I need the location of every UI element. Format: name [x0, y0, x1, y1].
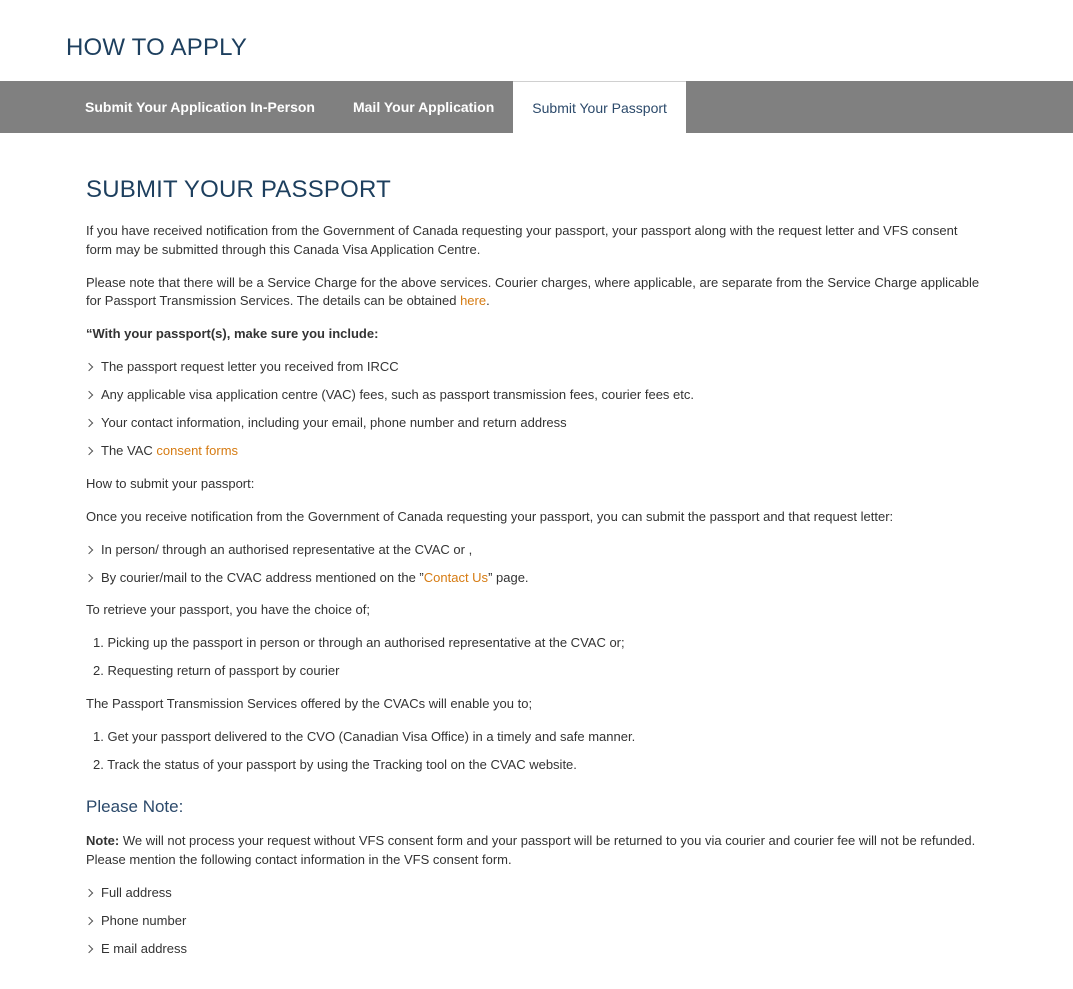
service-charge-end: . [486, 293, 490, 308]
list-item: Your contact information, including your email, phone number and return address [86, 414, 986, 433]
details-here-link[interactable]: here [460, 293, 487, 308]
service-charge-text: Please note that there will be a Service Charge for the above services. Courier charges, where applicable, are separate from the Service Charge applicable for Passport Transmission Services. The details can be obtained [86, 274, 980, 308]
note-text: We will not process your request without VFS consent form and your passport will be returned to you via courier and courier fee will not be refunded. Please mention the following contact information in the VFS consent form. [86, 833, 976, 867]
tab-mail-application[interactable]: Mail Your Application [352, 99, 495, 115]
list-item: 1. Get your passport delivered to the CVO (Canadian Visa Office) in a timely and safe manner. [93, 728, 636, 744]
submit-methods-list [86, 541, 986, 588]
list-item: In person/ through an authorised representative at the CVAC or , [86, 541, 986, 560]
note-paragraph [86, 832, 986, 869]
list-item: 1. Picking up the passport in person or through an authorised representative at the CVAC or; [93, 635, 625, 650]
include-list [86, 358, 986, 461]
pts-heading: The Passport Transmission Services offered by the CVACs will enable you to; [86, 695, 533, 711]
tab-bar [0, 81, 1073, 133]
chevron-right-icon [85, 447, 93, 455]
list-item: The VAC consent forms [86, 442, 986, 461]
chevron-right-icon [85, 545, 93, 553]
note-label: Note: [86, 833, 120, 848]
retrieve-heading: To retrieve your passport, you have the choice of; [86, 602, 370, 617]
section-title: SUBMIT YOUR PASSPORT [86, 176, 391, 203]
tab-submit-passport[interactable]: Submit Your Passport [513, 81, 686, 133]
tab-submit-in-person[interactable]: Submit Your Application In-Person [85, 99, 315, 115]
list-item: Phone number [86, 912, 986, 931]
list-item: E mail address [86, 940, 986, 959]
chevron-right-icon [85, 573, 93, 581]
chevron-right-icon [85, 944, 93, 952]
chevron-right-icon [85, 419, 93, 427]
chevron-right-icon [85, 363, 93, 371]
how-to-intro: Once you receive notification from the Government of Canada requesting your passport, you can submit the passport and that request letter: [86, 508, 894, 524]
retrieve-list [86, 634, 986, 681]
list-item: 2. Track the status of your passport by using the Tracking tool on the CVAC website. [93, 756, 577, 772]
chevron-right-icon [85, 391, 93, 399]
main-content [86, 175, 986, 972]
intro-paragraph: If you have received notification from the Government of Canada requesting your passport, your passport along with the request letter and VFS consent form may be submitted through this Canada Visa Application Centre. [86, 223, 958, 257]
consent-forms-link[interactable]: consent forms [156, 443, 239, 458]
list-item: 2. Requesting return of passport by courier [93, 663, 340, 678]
page-title: HOW TO APPLY [66, 34, 248, 61]
pts-list [86, 728, 986, 775]
chevron-right-icon [85, 888, 93, 896]
service-charge-paragraph [86, 274, 986, 311]
include-heading: “With your passport(s), make sure you include: [86, 326, 379, 341]
list-item: The passport request letter you received from IRCC [86, 358, 986, 377]
contact-info-list [86, 884, 986, 959]
contact-us-link[interactable]: Contact Us [423, 569, 489, 585]
how-to-heading: How to submit your passport: [86, 475, 255, 491]
list-item: Any applicable visa application centre (VAC) fees, such as passport transmission fees, courier fees etc. [86, 386, 986, 405]
chevron-right-icon [85, 916, 93, 924]
please-note-heading: Please Note: [86, 797, 184, 816]
list-item: Full address [86, 884, 986, 903]
list-item: By courier/mail to the CVAC address mentioned on the ”Contact Us” page. [86, 569, 986, 588]
